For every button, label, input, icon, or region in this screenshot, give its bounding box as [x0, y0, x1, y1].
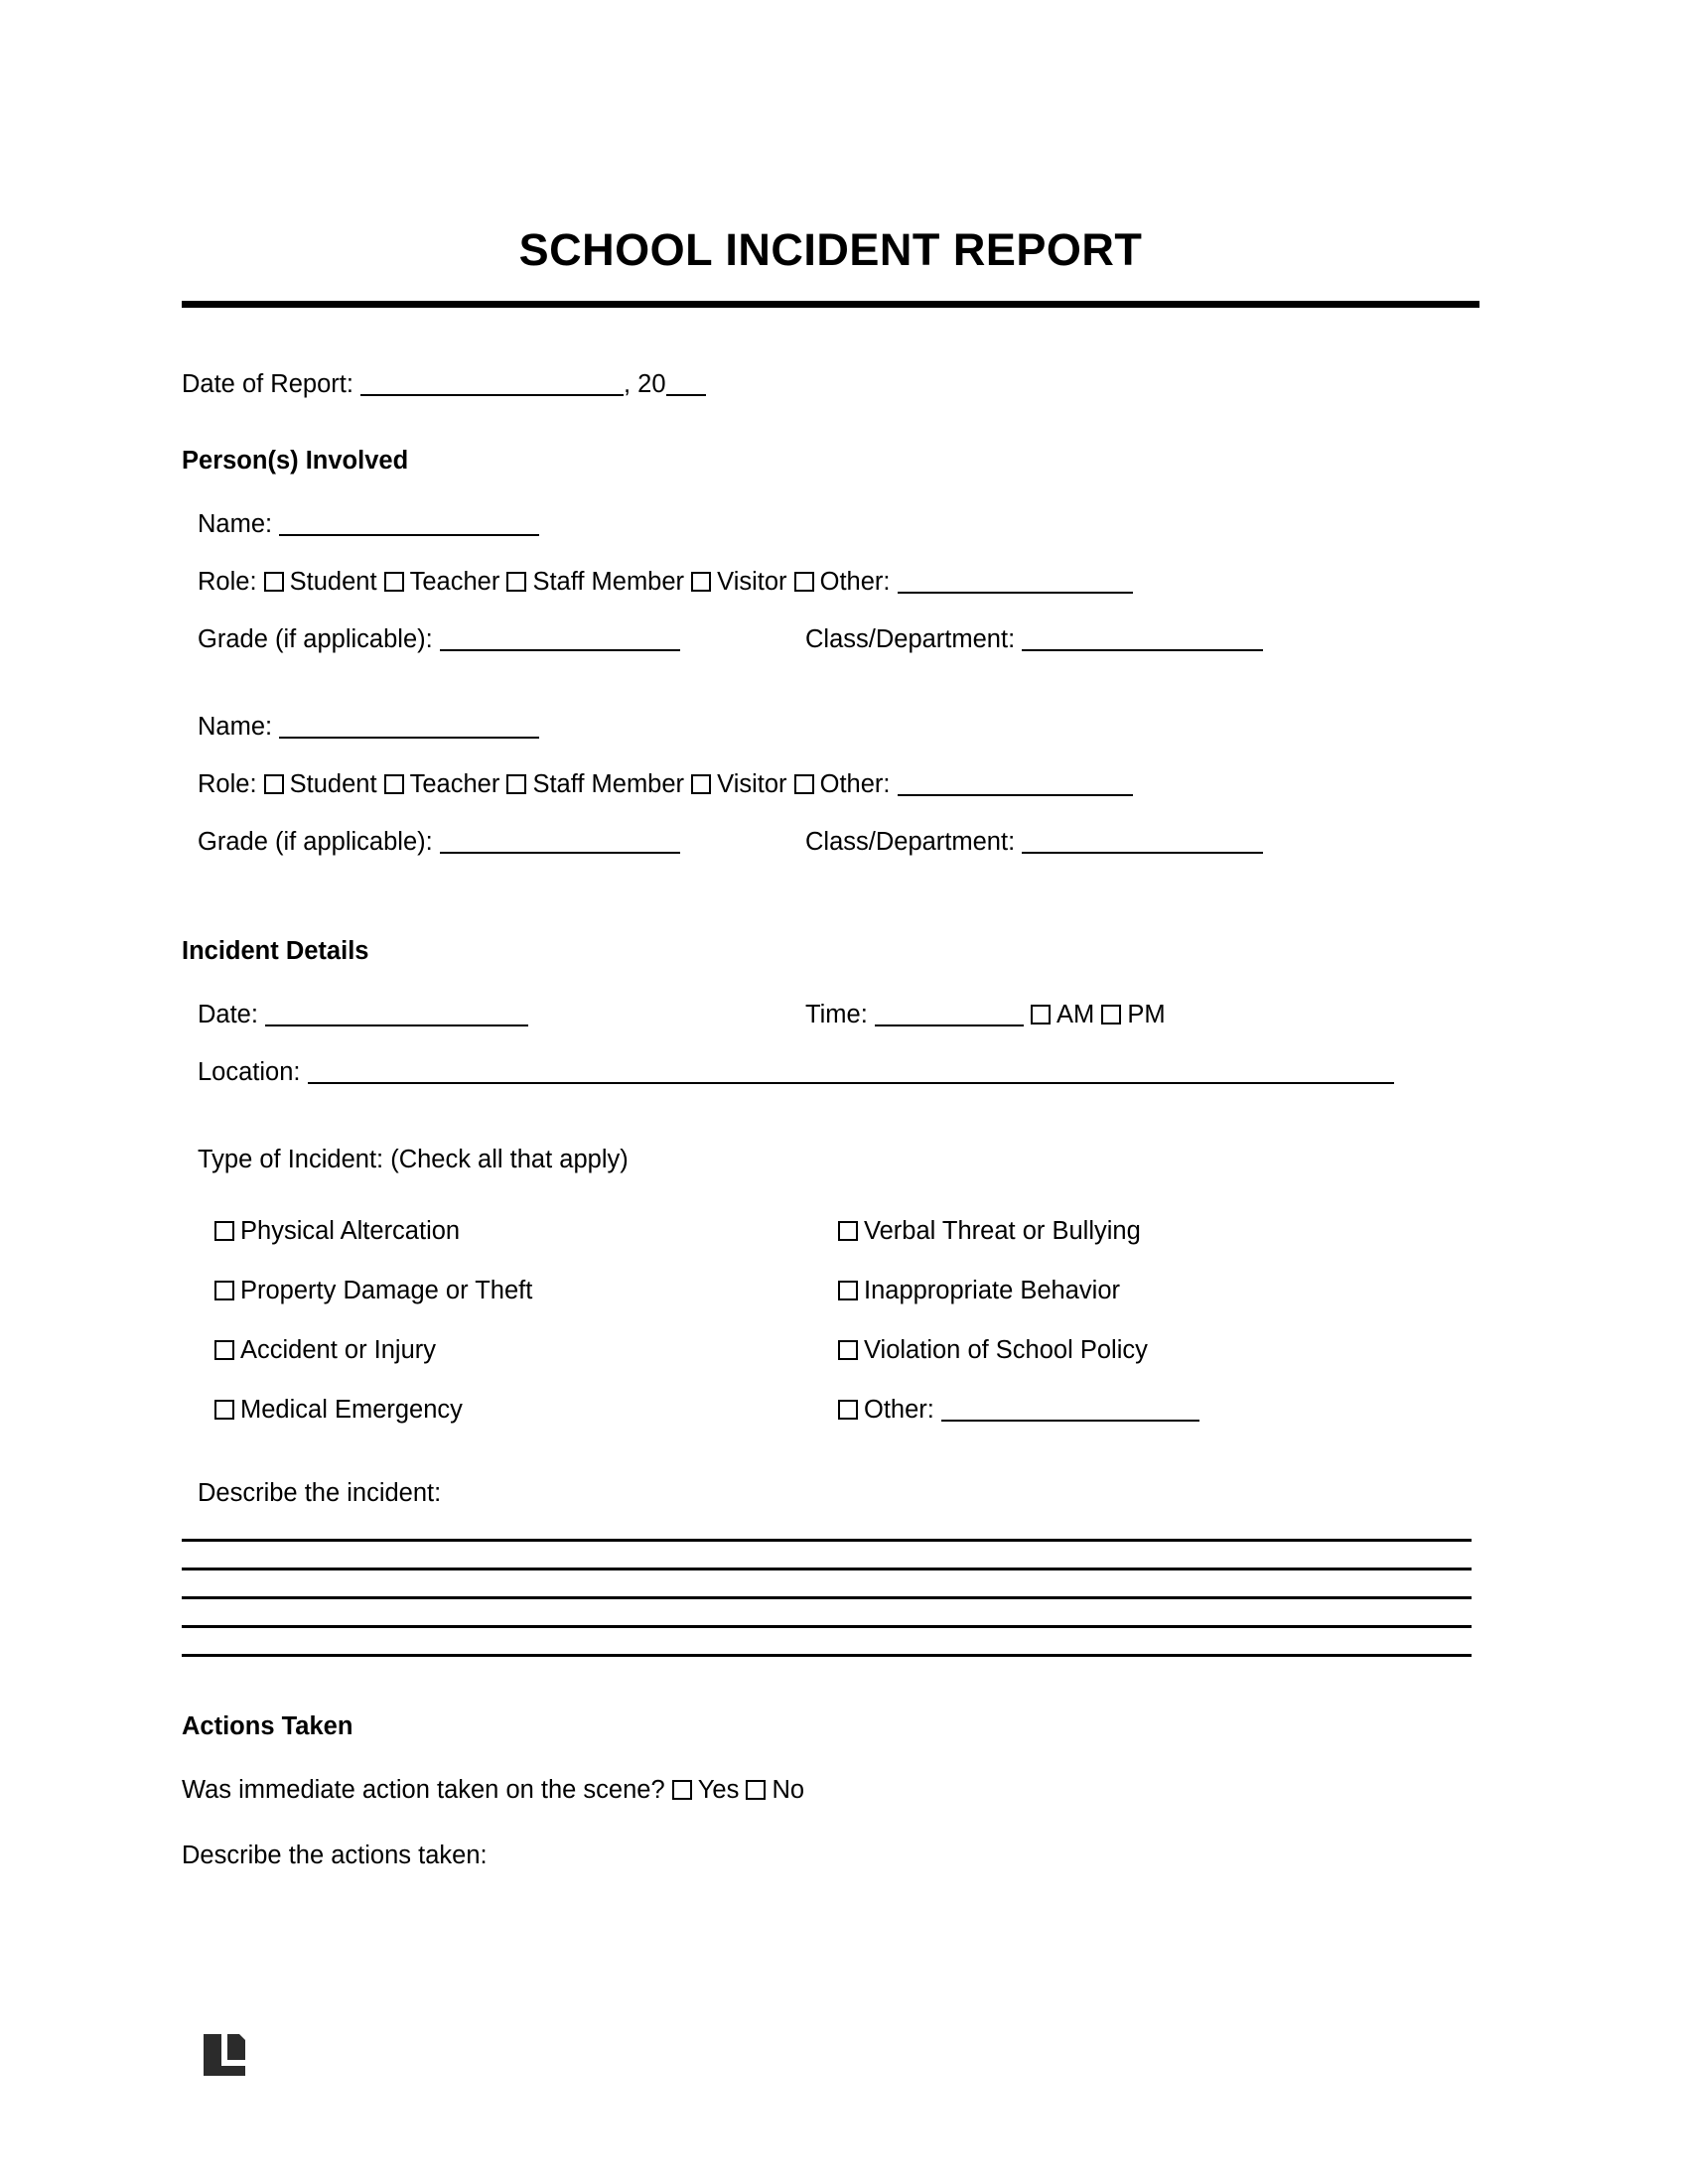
immediate-action-row: [182, 1775, 1479, 1807]
person-1-role-option-staff-member: Staff Member: [532, 568, 685, 596]
label-violation-of-school-policy: Violation of School Policy: [864, 1335, 1148, 1364]
describe-incident-label: Describe the incident:: [198, 1478, 442, 1507]
incident-location-label: Location:: [198, 1058, 301, 1087]
person-entry-2: [182, 712, 1479, 859]
checkbox-person-2-role-staff-member[interactable]: [506, 774, 526, 794]
person-1-name-input[interactable]: [279, 512, 539, 536]
date-of-report-label: Date of Report:: [182, 370, 353, 399]
person-2-role-other-label: Other:: [819, 769, 891, 798]
describe-incident-lines: [182, 1539, 1479, 1657]
section-heading-incident-details: Incident Details: [182, 937, 369, 966]
checkbox-immediate-action-yes[interactable]: [672, 1780, 692, 1800]
incident-location-row: [182, 1057, 1479, 1089]
checkbox-incident-type-other[interactable]: [838, 1400, 858, 1420]
person-2-class-input[interactable]: [1022, 830, 1263, 854]
time-pm-label: PM: [1127, 1001, 1166, 1029]
checkbox-row-incident-type-other: [805, 1395, 1479, 1427]
legal-templates-logo-icon: [202, 2032, 247, 2078]
incident-time-cell: [805, 1000, 1479, 1031]
person-1-role-option-visitor: Visitor: [717, 568, 787, 596]
person-2-grade-class-row: [182, 827, 1479, 859]
label-property-damage-or-theft: Property Damage or Theft: [240, 1276, 533, 1304]
person-2-role-option-visitor: Visitor: [717, 769, 787, 798]
checkbox-medical-emergency[interactable]: [214, 1400, 234, 1420]
checkbox-row-accident-or-injury: [182, 1335, 805, 1367]
checkbox-row-verbal-threat-or-bullying: [805, 1216, 1479, 1248]
person-2-name-input[interactable]: [279, 715, 539, 739]
person-1-role-option-teacher: Teacher: [409, 568, 500, 596]
checkbox-person-1-role-staff-member[interactable]: [506, 572, 526, 592]
checkbox-person-2-role-teacher[interactable]: [384, 774, 404, 794]
date-of-report-year-input[interactable]: [666, 372, 706, 396]
person-2-role-label: Role:: [198, 769, 257, 798]
immediate-action-yes-label: Yes: [697, 1776, 740, 1805]
document-content: [182, 0, 1479, 1872]
person-1-grade-label: Grade (if applicable):: [198, 624, 433, 653]
person-2-name-row: [182, 712, 1479, 744]
label-incident-type-other: Other:: [864, 1395, 934, 1424]
checkbox-person-1-role-other[interactable]: [794, 572, 814, 592]
checkbox-person-2-role-visitor[interactable]: [691, 774, 711, 794]
checkbox-row-medical-emergency: [182, 1395, 805, 1427]
checkbox-time-am[interactable]: [1031, 1005, 1051, 1024]
incident-type-other-input[interactable]: [941, 1398, 1199, 1422]
checkbox-person-2-role-other[interactable]: [794, 774, 814, 794]
label-inappropriate-behavior: Inappropriate Behavior: [864, 1276, 1121, 1304]
section-heading-actions-taken: Actions Taken: [182, 1712, 353, 1741]
immediate-action-no-label: No: [772, 1776, 805, 1805]
person-2-class-label: Class/Department:: [805, 827, 1016, 856]
checkbox-inappropriate-behavior[interactable]: [838, 1281, 858, 1300]
date-of-report-separator: , 20: [624, 370, 666, 399]
person-2-role-option-teacher: Teacher: [409, 769, 500, 798]
incident-type-column-left: [182, 1216, 805, 1427]
person-1-grade-input[interactable]: [440, 627, 680, 651]
title-divider: [182, 301, 1479, 308]
person-1-class-label: Class/Department:: [805, 624, 1016, 653]
person-1-role-other-label: Other:: [819, 568, 891, 596]
person-2-name-label: Name:: [198, 712, 273, 741]
checkbox-verbal-threat-or-bullying[interactable]: [838, 1221, 858, 1241]
checkbox-person-1-role-student[interactable]: [264, 572, 284, 592]
checkbox-accident-or-injury[interactable]: [214, 1340, 234, 1360]
person-2-role-option-student: Student: [289, 769, 377, 798]
incident-time-input[interactable]: [875, 1003, 1024, 1026]
person-1-role-row: [182, 567, 1479, 599]
person-1-role-option-student: Student: [289, 568, 377, 596]
person-2-grade-label: Grade (if applicable):: [198, 827, 433, 856]
person-1-class-cell: [805, 624, 1479, 656]
label-accident-or-injury: Accident or Injury: [240, 1335, 437, 1364]
checkbox-immediate-action-no[interactable]: [746, 1780, 766, 1800]
describe-actions-label: Describe the actions taken:: [182, 1842, 488, 1870]
checkbox-row-property-damage-or-theft: [182, 1276, 805, 1307]
incident-location-input[interactable]: [308, 1060, 1394, 1084]
incident-date-input[interactable]: [265, 1003, 528, 1026]
date-of-report-input[interactable]: [360, 372, 624, 396]
checkbox-person-2-role-student[interactable]: [264, 774, 284, 794]
label-medical-emergency: Medical Emergency: [240, 1395, 463, 1424]
incident-time-label: Time:: [805, 1001, 868, 1029]
person-1-role-label: Role:: [198, 568, 257, 596]
incident-date-cell: [182, 1000, 805, 1031]
checkbox-person-1-role-visitor[interactable]: [691, 572, 711, 592]
checkbox-row-violation-of-school-policy: [805, 1335, 1479, 1367]
label-verbal-threat-or-bullying: Verbal Threat or Bullying: [864, 1217, 1141, 1245]
checkbox-row-inappropriate-behavior: [805, 1276, 1479, 1307]
person-1-class-input[interactable]: [1022, 627, 1263, 651]
person-2-class-cell: [805, 827, 1479, 859]
person-1-name-label: Name:: [198, 510, 273, 539]
person-1-grade-cell: [182, 624, 805, 656]
person-2-grade-input[interactable]: [440, 830, 680, 854]
section-heading-persons-involved: Person(s) Involved: [182, 447, 409, 476]
person-1-role-other-input[interactable]: [898, 570, 1133, 594]
checkbox-time-pm[interactable]: [1101, 1005, 1121, 1024]
checkbox-person-1-role-teacher[interactable]: [384, 572, 404, 592]
checkbox-row-physical-altercation: [182, 1216, 805, 1248]
incident-date-label: Date:: [198, 1001, 258, 1029]
person-1-grade-class-row: [182, 624, 1479, 656]
page-title: SCHOOL INCIDENT REPORT: [518, 224, 1143, 275]
incident-type-column-right: [805, 1216, 1479, 1427]
immediate-action-question: Was immediate action taken on the scene?: [182, 1776, 665, 1805]
date-of-report-row: [182, 369, 1479, 401]
person-2-role-option-staff-member: Staff Member: [532, 769, 685, 798]
person-1-name-row: [182, 509, 1479, 541]
checkbox-violation-of-school-policy[interactable]: [838, 1340, 858, 1360]
incident-type-checkbox-grid: [182, 1216, 1479, 1427]
person-entry-1: [182, 509, 1479, 656]
label-physical-altercation: Physical Altercation: [240, 1217, 461, 1245]
incident-date-time-row: [182, 1000, 1479, 1031]
checkbox-property-damage-or-theft[interactable]: [214, 1281, 234, 1300]
person-2-role-row: [182, 769, 1479, 801]
person-2-grade-cell: [182, 827, 805, 859]
time-am-label: AM: [1056, 1001, 1095, 1029]
person-2-role-other-input[interactable]: [898, 772, 1133, 796]
incident-type-label: Type of Incident: (Check all that apply): [198, 1146, 629, 1174]
checkbox-physical-altercation[interactable]: [214, 1221, 234, 1241]
